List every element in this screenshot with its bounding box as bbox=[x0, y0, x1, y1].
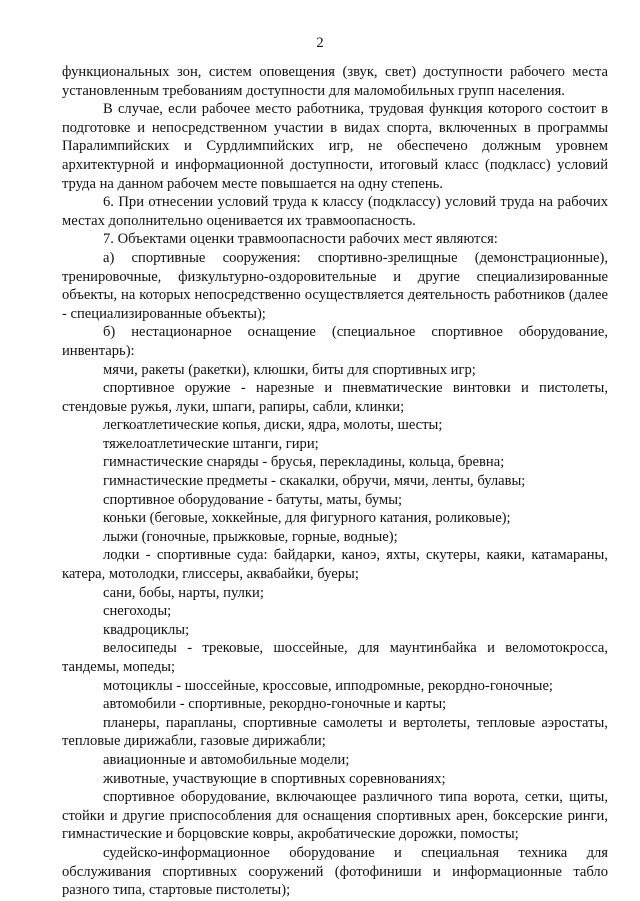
list-item: велосипеды - трековые, шоссейные, для маунтинбайка и веломотокросса, тандемы, мопеды; bbox=[62, 640, 608, 675]
list-item: мотоциклы - шоссейные, кроссовые, ипподромные, рекордно-гоночные; bbox=[103, 677, 553, 694]
list-item: судейско-информационное оборудование и специальная техника для обслуживания спортивных сооружений (фотофиниши и информационные табло разного типа, стартовые пистолеты); bbox=[62, 844, 608, 899]
list-item: гимнастические предметы - скакалки, обручи, мячи, ленты, булавы; bbox=[103, 473, 526, 490]
list-item: авиационные и автомобильные модели; bbox=[103, 751, 350, 768]
list-item: легкоатлетические копья, диски, ядра, молоты, шесты; bbox=[103, 417, 443, 434]
list-item: автомобили - спортивные, рекордно-гоночные и карты; bbox=[103, 696, 447, 713]
paragraph: функциональных зон, систем оповещения (звук, свет) доступности рабочего места установленным требованиям доступности для маломобильных групп населения. bbox=[62, 64, 608, 99]
list-item: лыжи (гоночные, прыжковые, горные, водные); bbox=[103, 528, 398, 545]
list-item: гимнастические снаряды - брусья, перекладины, кольца, бревна; bbox=[103, 454, 505, 471]
list-item: животные, участвующие в спортивных соревнованиях; bbox=[103, 770, 446, 787]
paragraph: б) нестационарное оснащение (специальное спортивное оборудование, инвентарь): bbox=[62, 324, 608, 359]
list-item: спортивное оружие - нарезные и пневматические винтовки и пистолеты, стендовые ружья, луки, шпаги, рапиры, сабли, клинки; bbox=[62, 380, 608, 415]
document-body bbox=[62, 63, 608, 900]
list-item: коньки (беговые, хоккейные, для фигурного катания, роликовые); bbox=[103, 510, 511, 527]
list-item: сани, бобы, нарты, пулки; bbox=[103, 584, 264, 601]
list-item: спортивное оборудование, включающее различного типа ворота, сетки, щиты, стойки и другие приспособления для оснащения спортивных арен, боксерские ринги, гимнастические и борцовские ковры, акробатические дорожки, помосты; bbox=[62, 789, 608, 843]
list-item: планеры, парапланы, спортивные самолеты и вертолеты, тепловые аэростаты, тепловые дирижабли, газовые дирижабли; bbox=[62, 714, 608, 750]
paragraph: а) спортивные сооружения: спортивно-зрелищные (демонстрационные), тренировочные, физкультурно-оздоровительные и другие специализированные объекты, на которых непосредственно осуществляется деятельность работников (далее - специализированные объекты); bbox=[62, 249, 608, 322]
list-item: спортивное оборудование - батуты, маты, бумы; bbox=[103, 491, 403, 508]
list-item: квадроциклы; bbox=[103, 621, 190, 638]
paragraph: В случае, если рабочее место работника, трудовая функция которого состоит в подготовке и непосредственном участии в видах спорта, включенных в программы Паралимпийских и Сурдлимпийских игр, не обеспечено должным уровнем архитектурной и информационной доступности, итоговый класс (подкласс) условий труда на данном рабочем месте повышается на одну степень. bbox=[62, 101, 608, 192]
list-item: мячи, ракеты (ракетки), клюшки, биты для спортивных игр; bbox=[103, 361, 476, 378]
paragraph: 7. Объектами оценки травмоопасности рабочих мест являются: bbox=[103, 231, 498, 248]
page-number: 2 bbox=[316, 35, 324, 51]
list-item: лодки - спортивные суда: байдарки, каноэ, яхты, скутеры, каяки, катамараны, катера, мотолодки, глиссеры, аквабайки, буеры; bbox=[62, 547, 608, 583]
list-item: тяжелоатлетические штанги, гири; bbox=[103, 435, 319, 452]
paragraph: 6. При отнесении условий труда к классу (подклассу) условий труда на рабочих местах дополнительно оценивается их травмоопасность. bbox=[62, 194, 608, 229]
list-item: снегоходы; bbox=[103, 603, 172, 620]
